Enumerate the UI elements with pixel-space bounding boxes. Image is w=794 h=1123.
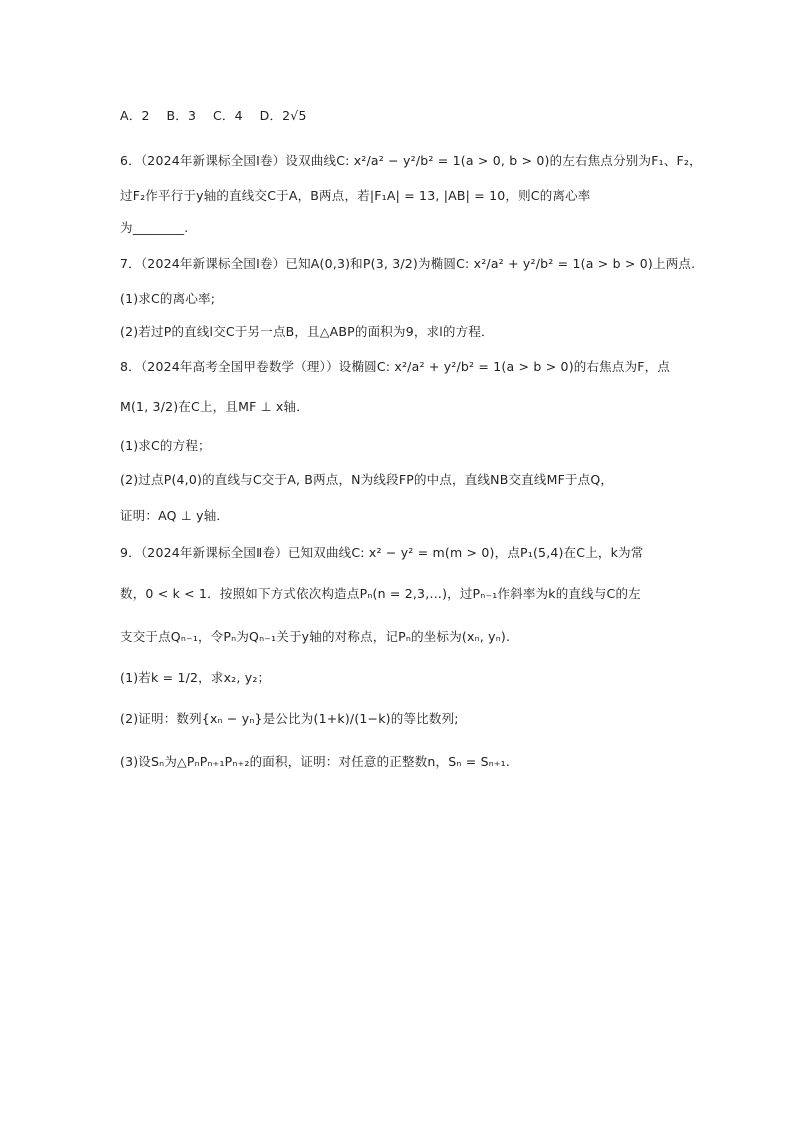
problem-8-part-1: (1)求C的方程； bbox=[120, 438, 211, 453]
problem-9-part-2: (2)证明：数列{xₙ − yₙ}是公比为(1+k)/(1−k)的等比数列; bbox=[120, 711, 459, 726]
problem-9-part-1: (1)若k = 1/2，求x₂, y₂； bbox=[120, 670, 271, 685]
problem-9-line-1: 9．（2024年新课标全国Ⅱ卷）已知双曲线C: x² − y² = m(m > 0)，点P₁(5,4)在C上，k为常 bbox=[120, 545, 644, 560]
problem-9-part-3: (3)设Sₙ为△PₙPₙ₊₁Pₙ₊₂的面积，证明：对任意的正整数n，Sₙ = Sₙ₊₁. bbox=[120, 754, 511, 769]
problem-8-part-2: (2)过点P(4,0)的直线与C交于A, B两点，N为线段FP的中点，直线NB交直线MF于点Q， bbox=[120, 472, 614, 487]
problem-6-line-3: 为________. bbox=[120, 220, 189, 235]
problem-8-part-2-cont: 证明：AQ ⊥ y轴． bbox=[120, 508, 230, 523]
problem-9-line-3: 支交于点Qₙ₋₁，令Pₙ为Qₙ₋₁关于y轴的对称点，记Pₙ的坐标为(xₙ, yₙ). bbox=[120, 629, 511, 644]
problem-6-line-2: 过F₂作平行于y轴的直线交C于A，B两点，若|F₁A| = 13, |AB| = 10，则C的离心率 bbox=[120, 188, 591, 203]
problem-8-line-2: M(1, 3/2)在C上，且MF ⊥ x轴． bbox=[120, 399, 309, 414]
problem-7-part-1: (1)求C的离心率; bbox=[120, 291, 216, 306]
problem-7-part-2: (2)若过P的直线l交C于另一点B，且△ABP的面积为9，求l的方程． bbox=[120, 324, 494, 339]
problem-6-line-1: 6．（2024年新课标全国Ⅰ卷）设双曲线C: x²/a² − y²/b² = 1(a > 0, b > 0)的左右焦点分别为F₁、F₂， bbox=[120, 153, 702, 168]
problem-7-line-1: 7．（2024年新课标全国Ⅰ卷）已知A(0,3)和P(3, 3/2)为椭圆C: x²/a² + y²/b² = 1(a > b > 0)上两点. bbox=[120, 256, 696, 271]
answer-choices: A．2 B．3 C．4 D．2√5 bbox=[120, 108, 307, 123]
problem-8-line-1: 8．（2024年高考全国甲卷数学（理））设椭圆C: x²/a² + y²/b² = 1(a > b > 0)的右焦点为F，点 bbox=[120, 359, 671, 374]
problem-9-line-2: 数，0 < k < 1．按照如下方式依次构造点Pₙ(n = 2,3,…)，过Pₙ₋₁作斜率为k的直线与C的左 bbox=[120, 586, 641, 601]
